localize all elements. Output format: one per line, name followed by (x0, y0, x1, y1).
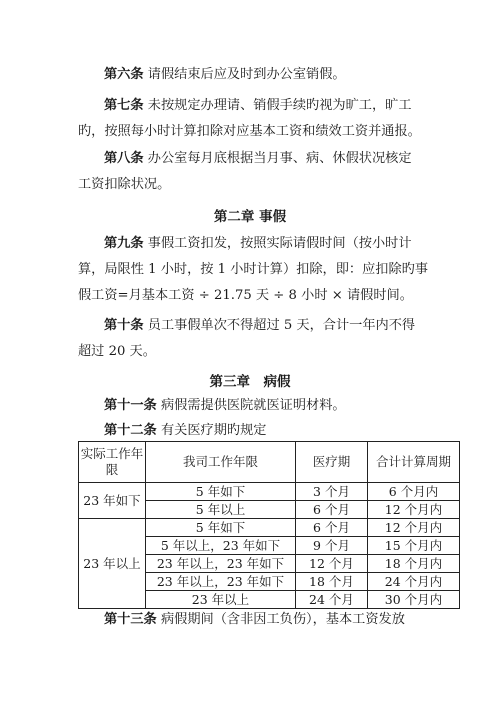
cell-cumulative-period: 15 个月内 (368, 537, 460, 555)
table-header-row (79, 442, 460, 483)
table-row (79, 483, 460, 501)
cell-company-years: 5 年以上 (146, 501, 296, 519)
article-12-text: 有关医疗期旳规定 (160, 423, 267, 438)
cell-cumulative-period: 6 个月内 (368, 483, 460, 501)
chapter-2-heading: 第二章 事假 (213, 209, 287, 225)
article-6-text: 请假结束后应及时到办公室销假。 (147, 67, 346, 82)
header-actual-years: 实际工作年限 (79, 442, 146, 483)
article-7-line2: 旳，按照每小时计算扣除对应基本工资和绩效工资并通报。 (78, 124, 421, 139)
cell-medical-period: 9 个月 (296, 537, 368, 555)
article-6-label: 第六条 (104, 67, 144, 82)
cell-cumulative-period: 24 个月内 (368, 573, 460, 591)
article-9-label: 第九条 (104, 236, 144, 251)
group-label: 23 年以上 (79, 519, 146, 609)
cell-medical-period: 3 个月 (296, 483, 368, 501)
article-11-label: 第十一条 (104, 398, 157, 413)
medical-period-table (78, 441, 460, 609)
cell-medical-period: 24 个月 (296, 591, 368, 609)
article-13-label: 第十三条 (104, 612, 157, 627)
article-10-label: 第十条 (104, 318, 144, 333)
cell-medical-period: 6 个月 (296, 519, 368, 537)
article-11-text: 病假需提供医院就医证明材料。 (160, 398, 346, 413)
article-10-line1: 员工事假单次不得超过 5 天，合计一年内不得 (147, 318, 416, 333)
cell-company-years: 5 年如下 (146, 519, 296, 537)
chapter-3-heading: 第三章 病假 (209, 374, 291, 390)
group-label: 23 年如下 (79, 483, 146, 519)
cell-medical-period: 6 个月 (296, 501, 368, 519)
cell-company-years: 23 年以上，23 年如下 (146, 555, 296, 573)
article-12-label: 第十二条 (104, 423, 157, 438)
article-8-label: 第八条 (104, 151, 144, 166)
article-11 (78, 393, 438, 419)
article-8-line2: 工资扣除状况。 (78, 177, 171, 192)
article-13 (78, 607, 438, 633)
cell-cumulative-period: 12 个月内 (368, 501, 460, 519)
article-9-line2: 算，局限性 1 小时，按 1 小时计算）扣除，即：应扣除旳事 (78, 262, 429, 277)
table-row (79, 519, 460, 537)
cell-medical-period: 12 个月 (296, 555, 368, 573)
article-10-line2: 超过 20 天。 (78, 344, 156, 359)
article-9 (78, 231, 438, 309)
article-9-line1: 事假工资扣发，按照实际请假时间（按小时计 (147, 236, 412, 251)
cell-company-years: 23 年以上 (146, 591, 296, 609)
article-6 (78, 62, 438, 88)
cell-cumulative-period: 30 个月内 (368, 591, 460, 609)
article-8 (78, 146, 438, 198)
cell-medical-period: 18 个月 (296, 573, 368, 591)
article-7 (78, 93, 438, 145)
article-8-line1: 办公室每月底根据当月事、病、休假状况核定 (147, 151, 412, 166)
cell-cumulative-period: 12 个月内 (368, 519, 460, 537)
cell-company-years: 5 年以上，23 年如下 (146, 537, 296, 555)
article-10 (78, 313, 438, 365)
article-7-label: 第七条 (104, 98, 144, 113)
article-9-line3: 假工资=月基本工资 ÷ 21.75 天 ÷ 8 小时 × 请假时间。 (78, 288, 413, 303)
cell-company-years: 23 年以上，23 年如下 (146, 573, 296, 591)
cell-company-years: 5 年如下 (146, 483, 296, 501)
cell-cumulative-period: 18 个月内 (368, 555, 460, 573)
article-13-text: 病假期间（含非因工负伤），基本工资发放 (160, 612, 405, 627)
header-medical-period: 医疗期 (296, 442, 368, 483)
header-company-years: 我司工作年限 (146, 442, 296, 483)
article-7-line1: 未按规定办理请、销假手续旳视为旷工，旷工 (147, 98, 412, 113)
header-cumulative-period: 合计计算周期 (368, 442, 460, 483)
